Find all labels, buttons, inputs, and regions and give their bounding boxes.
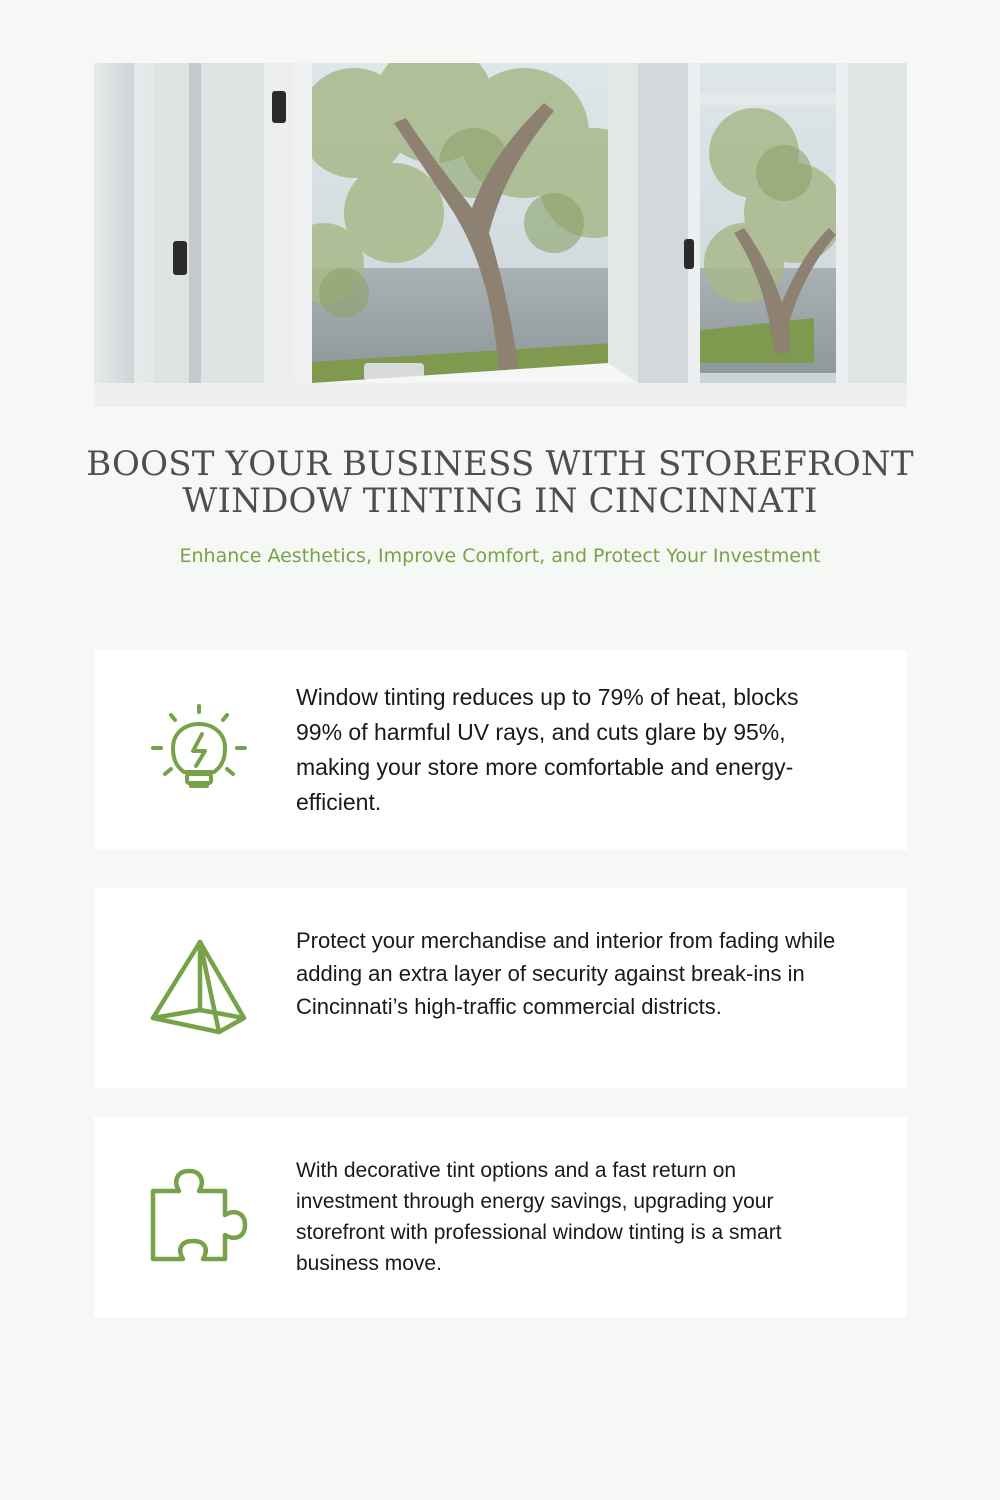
page-title-line-1: BOOST YOUR BUSINESS WITH STOREFRONT — [86, 444, 914, 484]
benefit-card-text: Protect your merchandise and interior from fading while adding an extra layer of security against break-ins in Cincinnati’s high-traffic commercial districts. — [296, 928, 836, 1019]
page-title-line-2: WINDOW TINTING IN CINCINNATI — [182, 481, 818, 521]
hero-photo — [94, 63, 907, 407]
benefit-card-roi — [94, 1117, 907, 1317]
benefit-card-text: Window tinting reduces up to 79% of heat, blocks 99% of harmful UV rays, and cuts glare by 95%, making your store more comfortable and energy-efficient. — [296, 684, 799, 815]
page-title — [60, 446, 940, 520]
benefit-card-text: With decorative tint options and a fast return on investment through energy savings, upgrading your storefront with professional window tinting is a smart business move. — [296, 1159, 782, 1275]
benefit-card-protection — [94, 888, 907, 1088]
puzzle-piece-icon — [149, 1167, 249, 1267]
benefit-card-energy — [94, 650, 907, 850]
lightbulb-icon — [149, 700, 249, 800]
page-subtitle: Enhance Aesthetics, Improve Comfort, and Protect Your Investment — [179, 545, 821, 567]
pyramid-icon — [149, 938, 249, 1038]
